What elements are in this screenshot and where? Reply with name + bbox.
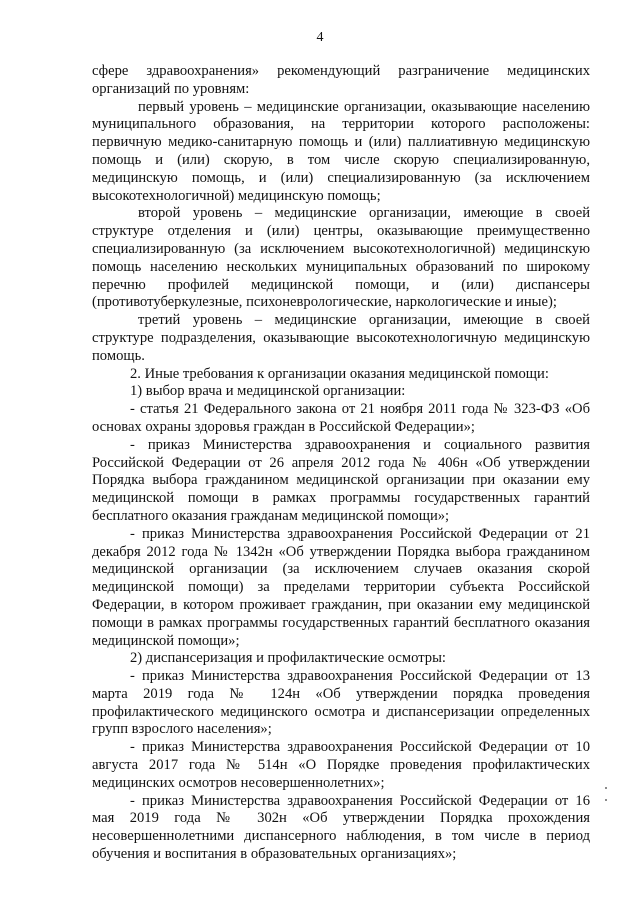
- paragraph: третий уровень – медицинские организации, имеющие в своей структуре подразделения, оказывающие высокотехнологичную медицинскую помощь.: [92, 312, 590, 364]
- scan-speck: [605, 787, 607, 789]
- paragraph: - приказ Министерства здравоохранения и социального развития Российской Федерации от 26 апреля 2012 года № 406н «Об утверждении Порядка выбора гражданином медицинской организации при оказании ему медицинской помощи в рамках программы государственных гарантий бесплатного оказания гражданам медицинской помощи»;: [92, 436, 590, 524]
- paragraph: - приказ Министерства здравоохранения Российской Федерации от 16 мая 2019 года № 302н «Об утверждении Порядка прохождения несовершеннолетними диспансерного наблюдения, в том числе в период обучения и воспитания в образовательных организациях»;: [92, 792, 590, 863]
- scan-speck: [605, 799, 607, 801]
- paragraph: 2) диспансеризация и профилактические осмотры:: [130, 650, 446, 667]
- paragraph: - статья 21 Федерального закона от 21 ноября 2011 года № 323-ФЗ «Об основах охраны здоровья граждан в Российской Федерации»;: [92, 401, 590, 435]
- paragraph: - приказ Министерства здравоохранения Российской Федерации от 10 августа 2017 года № 514н «О Порядке проведения профилактических медицинских осмотров несовершеннолетних»;: [92, 739, 590, 791]
- page-number: 4: [316, 30, 324, 45]
- paragraph: - приказ Министерства здравоохранения Российской Федерации от 21 декабря 2012 года № 1342н «Об утверждении Порядка выбора гражданином медицинской организации (за исключением случаев оказания скорой медицинской помощи) за пределами территории субъекта Российской Федерации, в котором проживает гражданин, при оказании ему медицинской помощи в рамках программы государственных гарантий бесплатного оказания медицинской помощи»;: [92, 525, 590, 649]
- paragraph: сфере здравоохранения» рекомендующий разграничение медицинских организаций по уровням:: [92, 63, 590, 97]
- paragraph: - приказ Министерства здравоохранения Российской Федерации от 13 марта 2019 года № 124н «Об утверждении порядка проведения профилактического медицинского осмотра и диспансеризации определенных групп взрослого населения»;: [92, 668, 590, 738]
- paragraph: 2. Иные требования к организации оказания медицинской помощи:: [130, 365, 549, 382]
- paragraph: 1) выбор врача и медицинской организации:: [130, 383, 406, 400]
- paragraph: первый уровень – медицинские организации, оказывающие населению муниципального образования, на территории которого расположены: первичную медико-санитарную помощь и (или) паллиативную медицинскую помощь и (или) скорую, в том числе скорую специализированную, медицинскую помощь, и (или) специализированную (за исключением высокотехнологичной) медицинскую помощь;: [92, 98, 590, 204]
- paragraph: второй уровень – медицинские организации, имеющие в своей структуре отделения и (или) центры, оказывающие преимущественно специализированную (за исключением высокотехнологичной) медицинскую помощь населению нескольких муниципальных образований по широкому перечню профилей медицинской помощи, и (или) диспансеры (противотуберкулезные, психоневрологические, наркологические и иные);: [92, 205, 590, 311]
- document-body: [92, 63, 590, 864]
